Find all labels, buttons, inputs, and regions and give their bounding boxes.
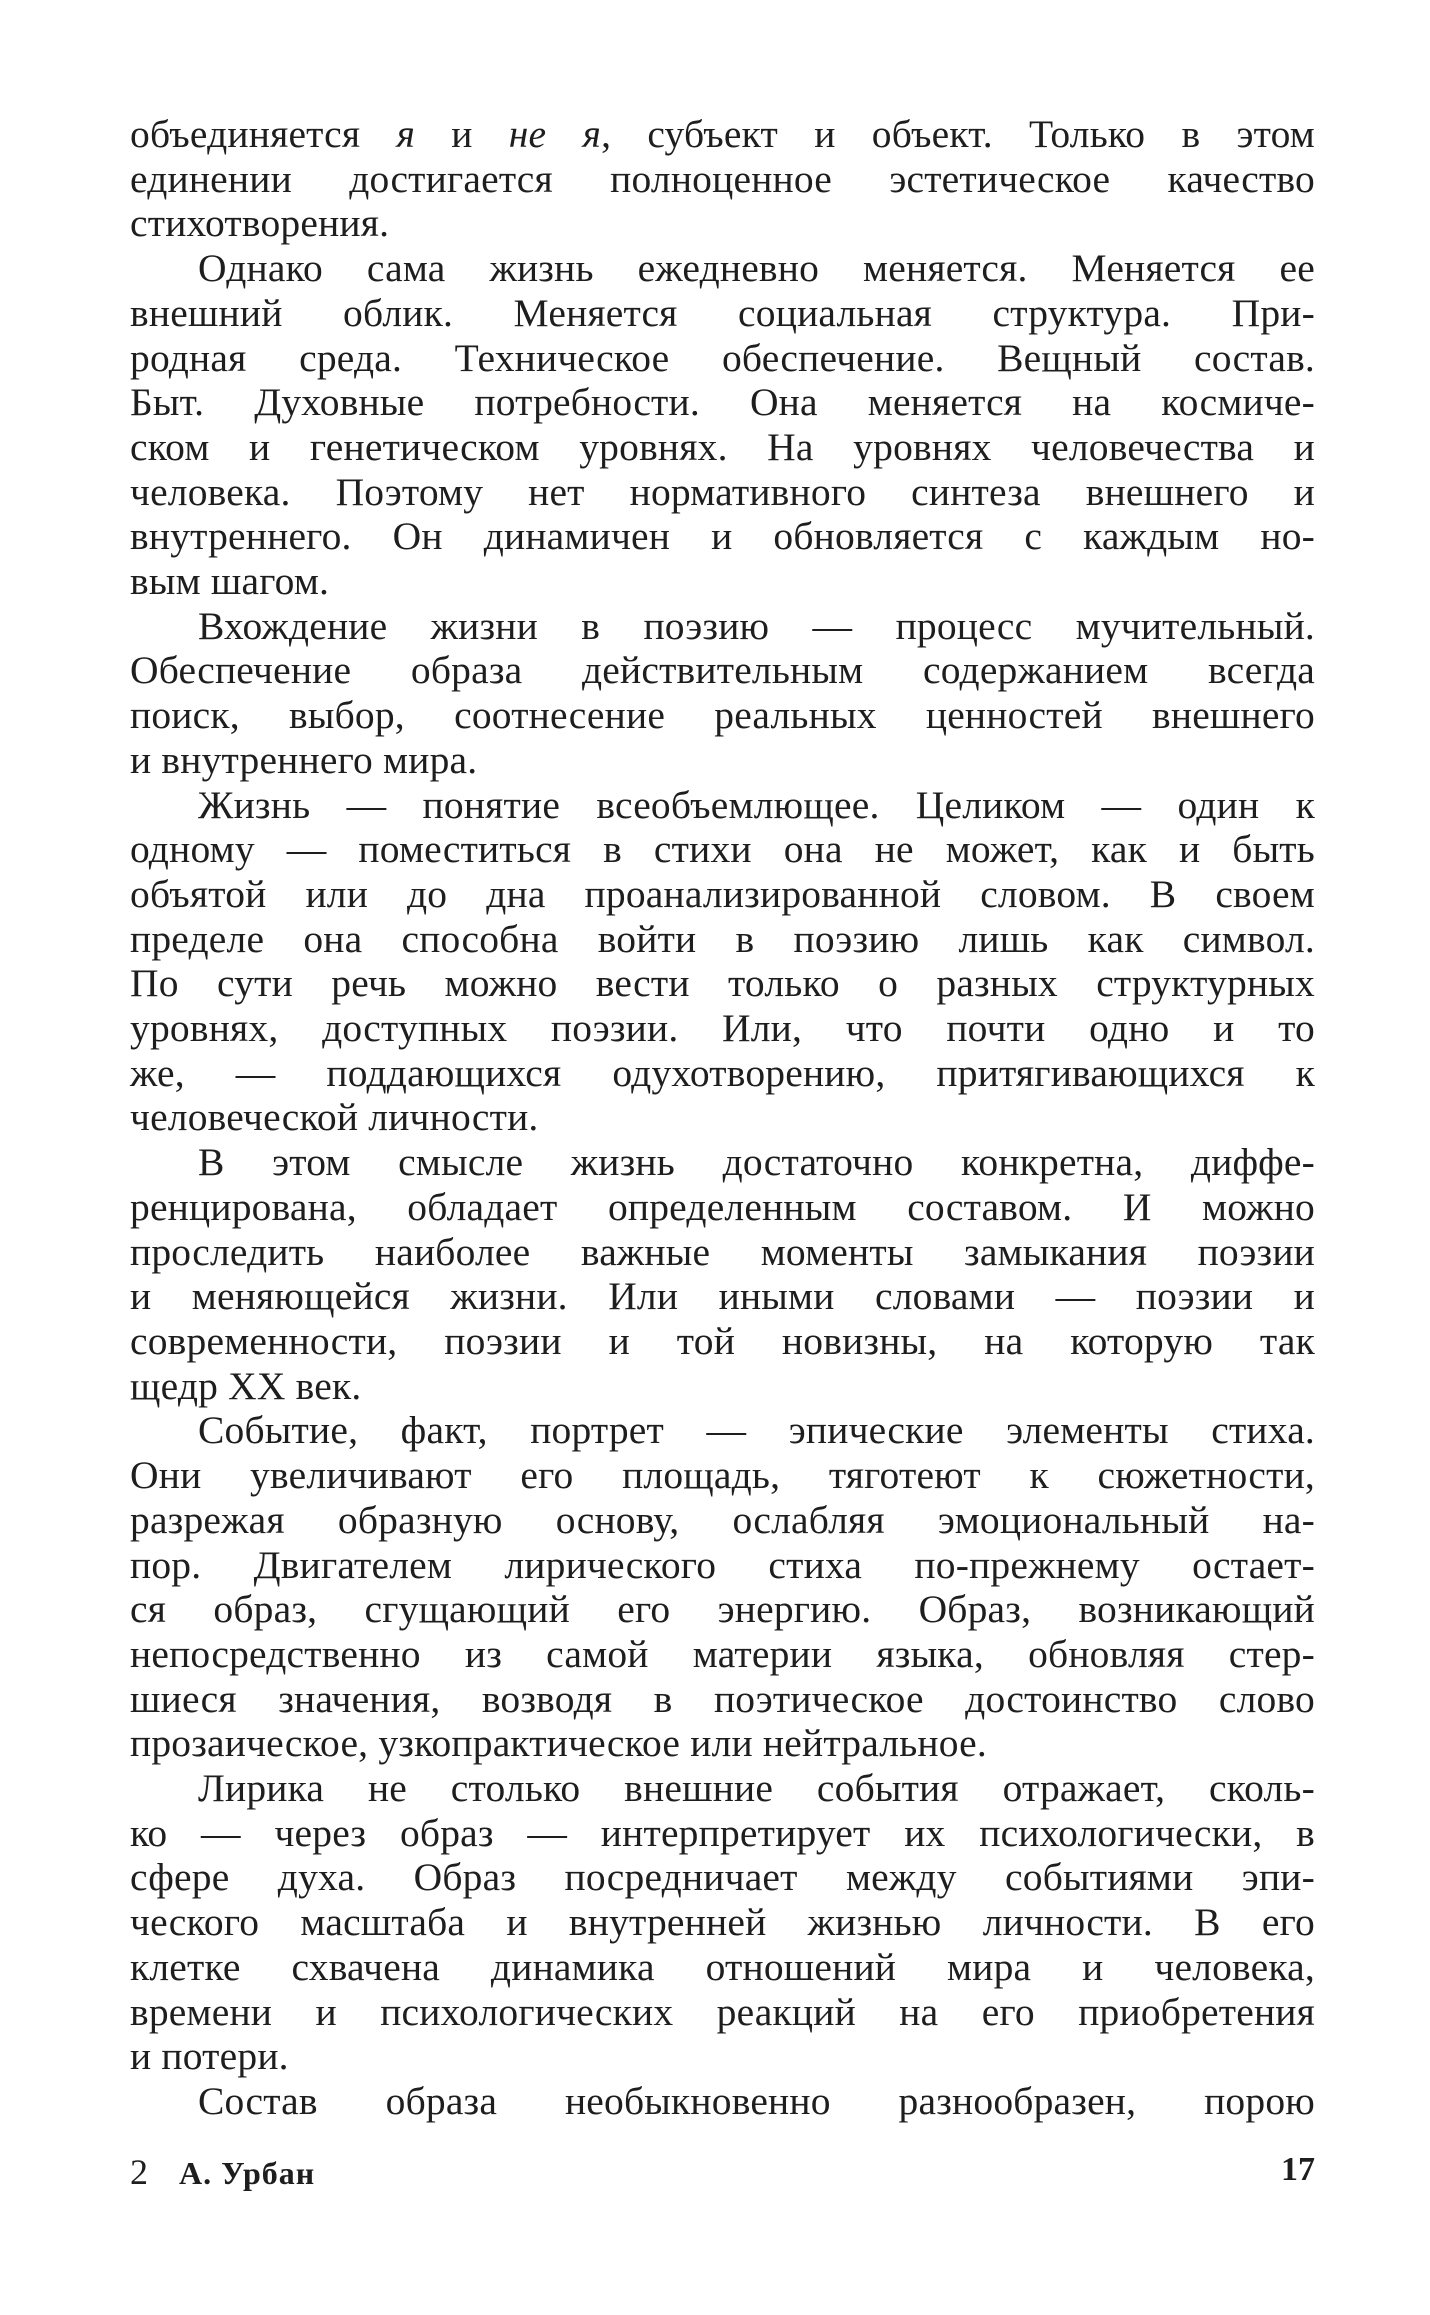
- text-line: и меняющейся жизни. Или иными словами — поэзии и: [130, 1274, 1315, 1319]
- text-line: прозаическое, узкопрактическое или нейтральное.: [130, 1721, 987, 1766]
- text-line: Обеспечение образа действительным содержанием всегда: [130, 648, 1315, 693]
- text-line: Вхождение жизни в поэзию — процесс мучительный.: [198, 603, 1315, 648]
- text-line: и внутреннего мира.: [130, 737, 478, 782]
- text-line: ском и генетическом уровнях. На уровнях человечества и: [130, 424, 1315, 469]
- text-line: Быт. Духовные потребности. Она меняется на космиче-: [130, 380, 1315, 425]
- text-line: пределе она способна войти в поэзию лишь как символ.: [130, 916, 1315, 961]
- text-line: ко — через образ — интерпретирует их психологически, в: [130, 1810, 1315, 1855]
- text-line: стихотворения.: [130, 201, 390, 246]
- text-line: человека. Поэтому нет нормативного синтеза внешнего и: [130, 469, 1315, 514]
- text-line: ся образ, сгущающий его энергию. Образ, возникающий: [130, 1587, 1315, 1632]
- text-line: разрежая образную основу, ослабляя эмоциональный на-: [130, 1497, 1315, 1542]
- text-line: объединяется я и не я, субъект и объект. Только в этом: [130, 112, 1316, 156]
- signature-author: А. Урбан: [179, 2155, 316, 2191]
- text-line: уровнях, доступных поэзии. Или, что почти одно и то: [130, 1006, 1315, 1051]
- text-line: Лирика не столько внешние события отражает, сколь-: [198, 1766, 1315, 1811]
- text-line: поиск, выбор, соотнесение реальных ценностей внешнего: [130, 693, 1315, 738]
- text-line: вым шагом.: [130, 559, 330, 604]
- text-line: В этом смысле жизнь достаточно конкретна, диффе-: [198, 1140, 1315, 1185]
- text-line: же, — поддающихся одухотворению, притягивающихся к: [130, 1050, 1315, 1095]
- text-line: клетке схвачена динамика отношений мира и человека,: [130, 1944, 1315, 1989]
- text-line: времени и психологических реакций на его приобретения: [130, 1989, 1315, 2034]
- text-line: щедр XX век.: [130, 1363, 362, 1408]
- text-line: человеческой личности.: [130, 1095, 539, 1140]
- text-line: Жизнь — понятие всеобъемлющее. Целиком — один к: [198, 782, 1315, 827]
- text-line: проследить наиболее важные моменты замыкания поэзии: [130, 1229, 1315, 1274]
- text-line: единении достигается полноценное эстетическое качество: [130, 156, 1315, 201]
- text-line: ренцирована, обладает определенным составом. И можно: [130, 1184, 1315, 1229]
- text-line: По сути речь можно вести только о разных структурных: [130, 961, 1315, 1006]
- text-line: родная среда. Техническое обеспечение. Вещный состав.: [130, 335, 1315, 380]
- page-body: [130, 112, 1315, 2124]
- text-line: внутреннего. Он динамичен и обновляется с каждым но-: [130, 514, 1315, 559]
- text-line: сфере духа. Образ посредничает между событиями эпи-: [130, 1855, 1315, 1900]
- text-line: ческого масштаба и внутренней жизнью личности. В его: [130, 1900, 1315, 1945]
- text-line: и потери.: [130, 2034, 289, 2079]
- text-line: внешний облик. Меняется социальная структура. При-: [130, 290, 1315, 335]
- text-line: Они увеличивают его площадь, тяготеют к сюжетности,: [130, 1453, 1315, 1498]
- text-line: пор. Двигателем лирического стиха по-прежнему остает-: [130, 1542, 1315, 1587]
- text-line: Однако сама жизнь ежедневно меняется. Меняется ее: [198, 246, 1315, 291]
- text-line: непосредственно из самой материи языка, обновляя стер-: [130, 1631, 1315, 1676]
- page-number: 17: [1281, 2151, 1315, 2188]
- text-line: шиеся значения, возводя в поэтическое достоинство слово: [130, 1676, 1315, 1721]
- printer-signature: [130, 2151, 315, 2193]
- text-line: одному — поместиться в стихи она не может, как и быть: [130, 827, 1315, 872]
- page-footer: [130, 2151, 1315, 2191]
- signature-number: 2: [130, 2152, 149, 2192]
- text-line: Состав образа необыкновенно разнообразен, порою: [198, 2078, 1315, 2123]
- text-line: Событие, факт, портрет — эпические элементы стиха.: [198, 1408, 1315, 1453]
- text-line: объятой или до дна проанализированной словом. В своем: [130, 871, 1315, 916]
- text-line: современности, поэзии и той новизны, на которую так: [130, 1318, 1315, 1363]
